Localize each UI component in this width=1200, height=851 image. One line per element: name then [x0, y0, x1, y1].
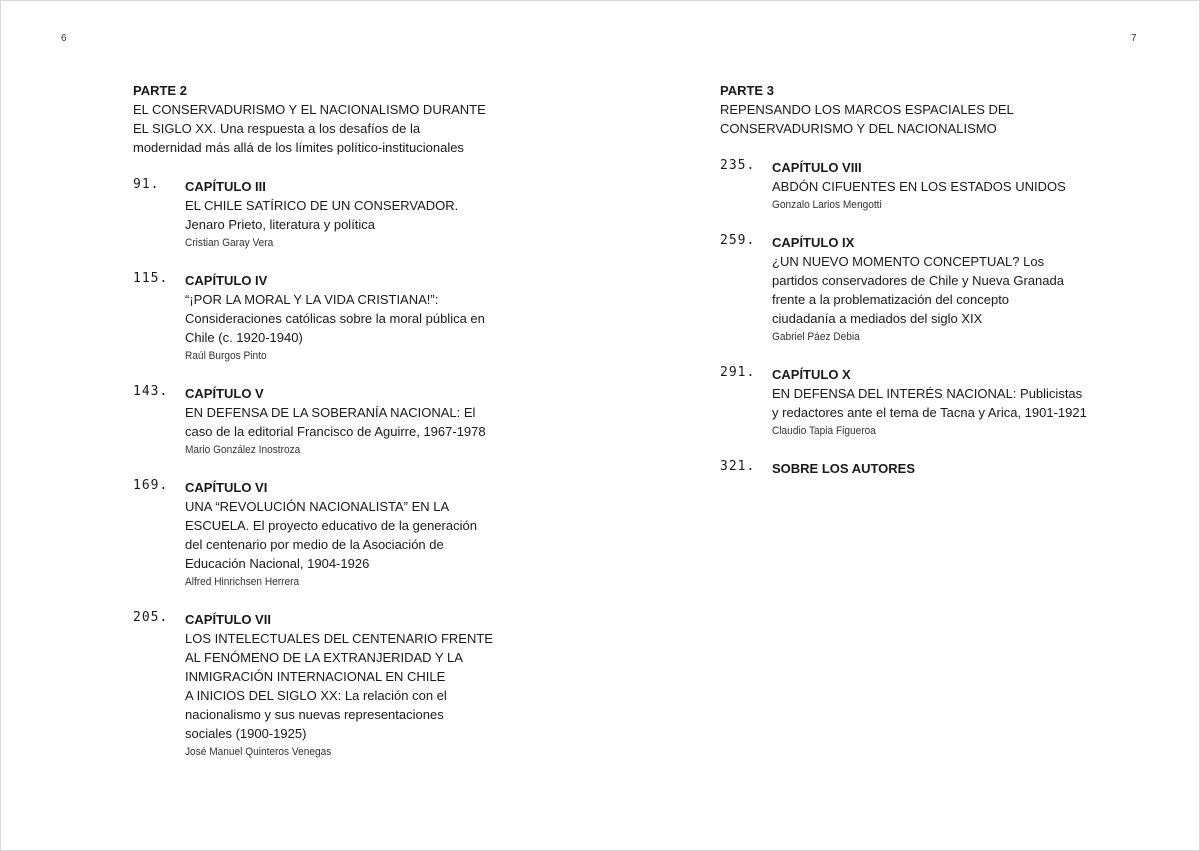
entry-author: José Manuel Quinteros Venegas [185, 746, 332, 758]
part-label: PARTE 3 [720, 83, 774, 98]
entry-title: UNA “REVOLUCIÓN NACIONALISTA” EN LA ESCUELA. El proyecto educativo de la generación del centenario por medio de la Asociación de Educación Nacional, 1904-1926 [185, 499, 477, 571]
entry-title: ¿UN NUEVO MOMENTO CONCEPTUAL? Los partidos conservadores de Chile y Nueva Granada frente a la problematización del concepto ciudadanía a mediados del siglo XIX [772, 254, 1064, 326]
toc-entry [133, 610, 533, 761]
entry-page-number: 291. [720, 365, 756, 380]
entry-chapter: CAPÍTULO VIII [772, 160, 862, 175]
entry-title: EN DEFENSA DE LA SOBERANÍA NACIONAL: El caso de la editorial Francisco de Aguirre, 1967-1978 [185, 405, 486, 439]
toc-entry-about-authors [720, 459, 1120, 478]
toc-entry [133, 478, 533, 591]
toc-entry [720, 365, 1120, 440]
entry-chapter: CAPÍTULO III [185, 179, 266, 194]
entry-page-number: 205. [133, 610, 169, 625]
toc-entry [133, 271, 533, 365]
toc-entry [133, 384, 533, 459]
part-label: PARTE 2 [133, 83, 187, 98]
right-page-number: 7 [1131, 33, 1137, 44]
entry-page-number: 259. [720, 233, 756, 248]
entry-title: ABDÓN CIFUENTES EN LOS ESTADOS UNIDOS [772, 179, 1066, 194]
entry-chapter: CAPÍTULO VII [185, 612, 271, 627]
entry-chapter: CAPÍTULO IV [185, 273, 268, 288]
entry-page-number: 169. [133, 478, 169, 493]
entry-title: LOS INTELECTUALES DEL CENTENARIO FRENTE AL FENÓMENO DE LA EXTRANJERIDAD Y LA INMIGRACIÓN INTERNACIONAL EN CHILE A INICIOS DEL SIGLO XX: La relación con el nacionalismo y sus nuevas representaciones sociales (1900-1925) [185, 631, 493, 741]
entry-chapter: SOBRE LOS AUTORES [772, 461, 916, 476]
entry-author: Gabriel Páez Debia [772, 331, 860, 343]
entry-page-number: 321. [720, 459, 756, 474]
entry-chapter: CAPÍTULO VI [185, 480, 268, 495]
left-toc-column [133, 82, 533, 761]
entry-chapter: CAPÍTULO IX [772, 235, 855, 250]
entry-author: Claudio Tapia Figueroa [772, 425, 876, 437]
toc-entry [720, 233, 1120, 346]
toc-entry [133, 177, 533, 252]
entry-author: Alfred Hinrichsen Herrera [185, 576, 300, 588]
entry-page-number: 115. [133, 271, 169, 286]
entry-page-number: 91. [133, 177, 160, 192]
entry-author: Mario González Inostroza [185, 444, 301, 456]
entry-page-number: 235. [720, 158, 756, 173]
entry-chapter: CAPÍTULO X [772, 367, 851, 382]
toc-entry [720, 158, 1120, 214]
part-title: EL CONSERVADURISMO Y EL NACIONALISMO DURANTE EL SIGLO XX. Una respuesta a los desafíos de la modernidad más allá de los límites político-institucionales [133, 102, 486, 155]
entry-title: “¡POR LA MORAL Y LA VIDA CRISTIANA!”: Consideraciones católicas sobre la moral pública en Chile (c. 1920-1940) [185, 292, 485, 345]
entry-title: EN DEFENSA DEL INTERÉS NACIONAL: Publicistas y redactores ante el tema de Tacna y Arica, 1901-1921 [772, 386, 1087, 420]
entry-chapter: CAPÍTULO V [185, 386, 264, 401]
entry-title: EL CHILE SATÍRICO DE UN CONSERVADOR. Jenaro Prieto, literatura y política [185, 198, 459, 232]
right-toc-column [720, 82, 1120, 478]
entry-page-number: 143. [133, 384, 169, 399]
left-page-number: 6 [61, 33, 67, 44]
entry-author: Gonzalo Larios Mengotti [772, 199, 882, 211]
entry-author: Cristian Garay Vera [185, 237, 274, 249]
entry-author: Raúl Burgos Pinto [185, 350, 267, 362]
part-title: REPENSANDO LOS MARCOS ESPACIALES DEL CONSERVADURISMO Y DEL NACIONALISMO [720, 102, 1014, 136]
